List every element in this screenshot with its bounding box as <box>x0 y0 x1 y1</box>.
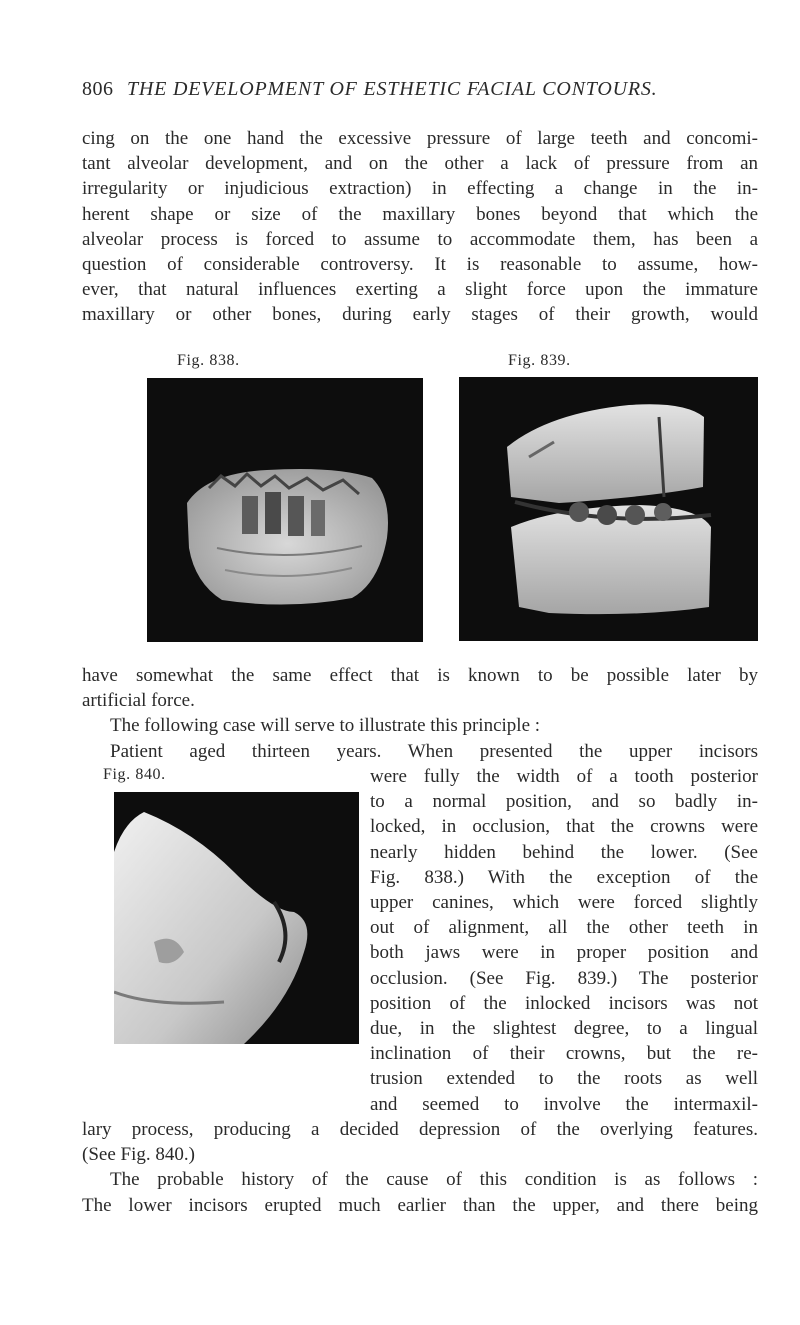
text-line: upper canines, which were forced slightly <box>370 892 758 914</box>
text-line: cing on the one hand the excessive pressure of large teeth and concomi- <box>82 128 758 149</box>
text-line: position of the inlocked incisors was not <box>370 992 758 1014</box>
text-line: (See Fig. 840.) <box>82 1144 195 1166</box>
text-line: to a normal position, and so badly in- <box>370 791 758 813</box>
bottom-paragraph <box>82 1117 758 1218</box>
text-line: nearly hidden behind the lower. (See <box>370 841 758 863</box>
text-line: tant alveolar development, and on the other a lack of pressure from an <box>82 153 758 175</box>
text-line: The following case will serve to illustrate this principle : <box>110 715 541 737</box>
wrap-paragraph <box>370 764 758 1117</box>
text-line: were fully the width of a tooth posterior <box>370 766 758 787</box>
fig-839-caption: Fig. 839. <box>508 352 571 369</box>
text-line: have somewhat the same effect that is known to be possible later by <box>82 665 758 686</box>
text-line: trusion extended to the roots as well <box>370 1068 758 1090</box>
fig-838-photo <box>147 378 423 642</box>
text-line: ever, that natural influences exerting a slight force upon the immature <box>82 279 758 301</box>
text-line: alveolar process is forced to assume to accommodate them, has been a <box>82 228 758 250</box>
fig-840-caption: Fig. 840. <box>103 766 166 783</box>
text-line: artificial force. <box>82 690 195 712</box>
text-line: Patient aged thirteen years. When presented the upper incisors <box>110 740 758 762</box>
text-line: both jaws were in proper position and <box>370 942 758 964</box>
middle-paragraph <box>82 663 758 764</box>
text-line: out of alignment, all the other teeth in <box>370 917 758 939</box>
text-line: and seemed to involve the intermaxil- <box>370 1093 758 1115</box>
text-line: lary process, producing a decided depression of the overlying features. <box>82 1119 758 1140</box>
text-line: due, in the slightest degree, to a lingual <box>370 1018 758 1040</box>
fig-840-photo <box>114 792 359 1044</box>
text-line: locked, in occlusion, that the crowns were <box>370 816 758 838</box>
text-line: irregularity or injudicious extraction) in effecting a change in the in- <box>82 178 758 200</box>
text-line: The probable history of the cause of this condition is as follows : <box>110 1169 758 1191</box>
fig-838-caption: Fig. 838. <box>177 352 240 369</box>
text-line: The lower incisors erupted much earlier than the upper, and there being <box>82 1194 758 1216</box>
page-number: 806 <box>82 78 114 100</box>
text-line: occlusion. (See Fig. 839.) The posterior <box>370 967 758 989</box>
text-line: maxillary or other bones, during early stages of their growth, would <box>82 304 758 326</box>
running-title: THE DEVELOPMENT OF ESTHETIC FACIAL CONTOURS. <box>127 78 658 100</box>
text-line: inclination of their crowns, but the re- <box>370 1043 758 1065</box>
running-header <box>82 78 657 101</box>
fig-839-photo <box>459 377 758 641</box>
text-line: question of considerable controversy. It is reasonable to assume, how- <box>82 254 758 276</box>
text-line: Fig. 838.) With the exception of the <box>370 866 758 888</box>
text-line: herent shape or size of the maxillary bones beyond that which the <box>82 203 758 225</box>
top-paragraph <box>82 126 758 328</box>
